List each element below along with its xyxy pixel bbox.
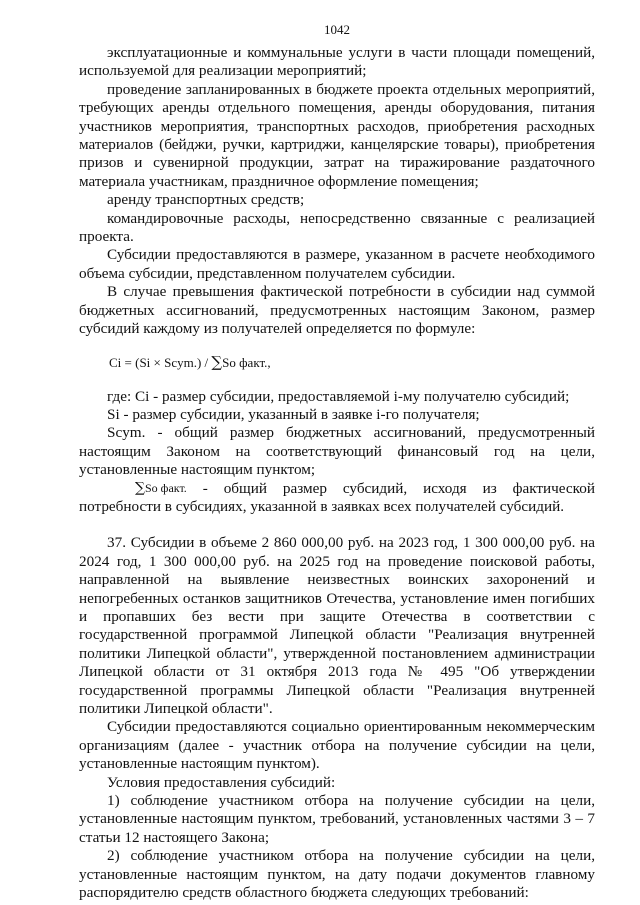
definition-scym: Scym. - общий размер бюджетных ассигнований, предусмотренный настоящим Законом на соответствующий финансовый год на цели, установленные настоящим пунктом;: [79, 424, 595, 479]
paragraph-section-37: 37. Субсидии в объеме 2 860 000,00 руб. на 2023 год, 1 300 000,00 руб. на 2024 год, 1 300 000,00 руб. на 2025 год на проведение поисковой работы, направленной на выявление неизвестных воинских захоронений и непогребенных останков защитников Отечества, установление имен погибших и пропавших без вести при защите Отечества в соответствии с государственной программой Липецкой области "Реализация внутренней политики Липецкой области", утвержденной постановлением администрации Липецкой области от 31 октября 2013 года № 495 "Об утверждении государственной программы Липецкой области "Реализация внутренней политики Липецкой области".: [79, 534, 595, 717]
formula-right: So факт.,: [222, 354, 271, 370]
so-fact-label: So факт.: [145, 480, 187, 495]
paragraph-conditions: Условия предоставления субсидий:: [107, 773, 336, 791]
paragraph-subsidy-amount: Субсидии предоставляются в размере, указанном в расчете необходимого объема субсидии, представленном получателем субсидии.: [79, 246, 595, 282]
so-fact-formula: [107, 480, 187, 496]
definition-ci: где: Ci - размер субсидии, предоставляемой i-му получателю субсидий;: [107, 387, 570, 405]
formula-left: Ci = (Si × Scym.) /: [109, 354, 212, 370]
subsidy-formula: [109, 353, 595, 372]
paragraph-travel-expenses: командировочные расходы, непосредственно связанные с реализацией проекта.: [79, 209, 595, 246]
sum-symbol: ∑: [211, 352, 223, 371]
paragraph-condition-2: 2) соблюдение участником отбора на получение субсидии на цели, установленные настоящим пунктом, на дату подачи документов главному распорядителю средств областного бюджета следующих требований:: [79, 847, 595, 902]
paragraph-formula-intro: В случае превышения фактической потребности в субсидии над суммой бюджетных ассигнований, предусмотренных настоящим Законом, размер субсидий каждому из получателей определяется по формуле:: [79, 283, 595, 338]
paragraph-nko: Субсидии предоставляются социально ориентированным некоммерческим организациям (далее - участник отбора на получение субсидии на цели, установленные настоящим пунктом).: [79, 718, 595, 773]
paragraph-condition-1: 1) соблюдение участником отбора на получение субсидии на цели, установленные настоящим пунктом, требований, установленных частями 3 – 7 статьи 12 настоящего Закона;: [79, 792, 595, 846]
document-page: [79, 22, 595, 902]
paragraph-project-events: проведение запланированных в бюджете проекта отдельных мероприятий, требующих аренды отдельного помещения, аренды оборудования, питания участников мероприятия, транспортных расходов, приобретения расходных материалов (бейджи, ручки, картриджи, канцелярские товары), приобретения призов и сувенирной продукции, затрат на тиражирование раздаточного материала участникам, праздничное оформление помещения;: [79, 80, 595, 190]
definition-si: Si - размер субсидии, указанный в заявке i-го получателя;: [107, 405, 480, 423]
page-number: 1042: [324, 22, 350, 37]
paragraph-utilities: эксплуатационные и коммунальные услуги в части площади помещений, используемой для реализации мероприятий;: [79, 44, 595, 80]
section-spacer: [79, 516, 595, 534]
sum-symbol: ∑: [135, 479, 145, 496]
so-fact-text: - общий размер субсидий, исходя из фактической потребности в субсидиях, указанной в заявках всех получателей субсидий.: [79, 479, 595, 515]
definition-so-fact: [79, 480, 595, 517]
paragraph-transport-rent: аренду транспортных средств;: [107, 191, 305, 209]
